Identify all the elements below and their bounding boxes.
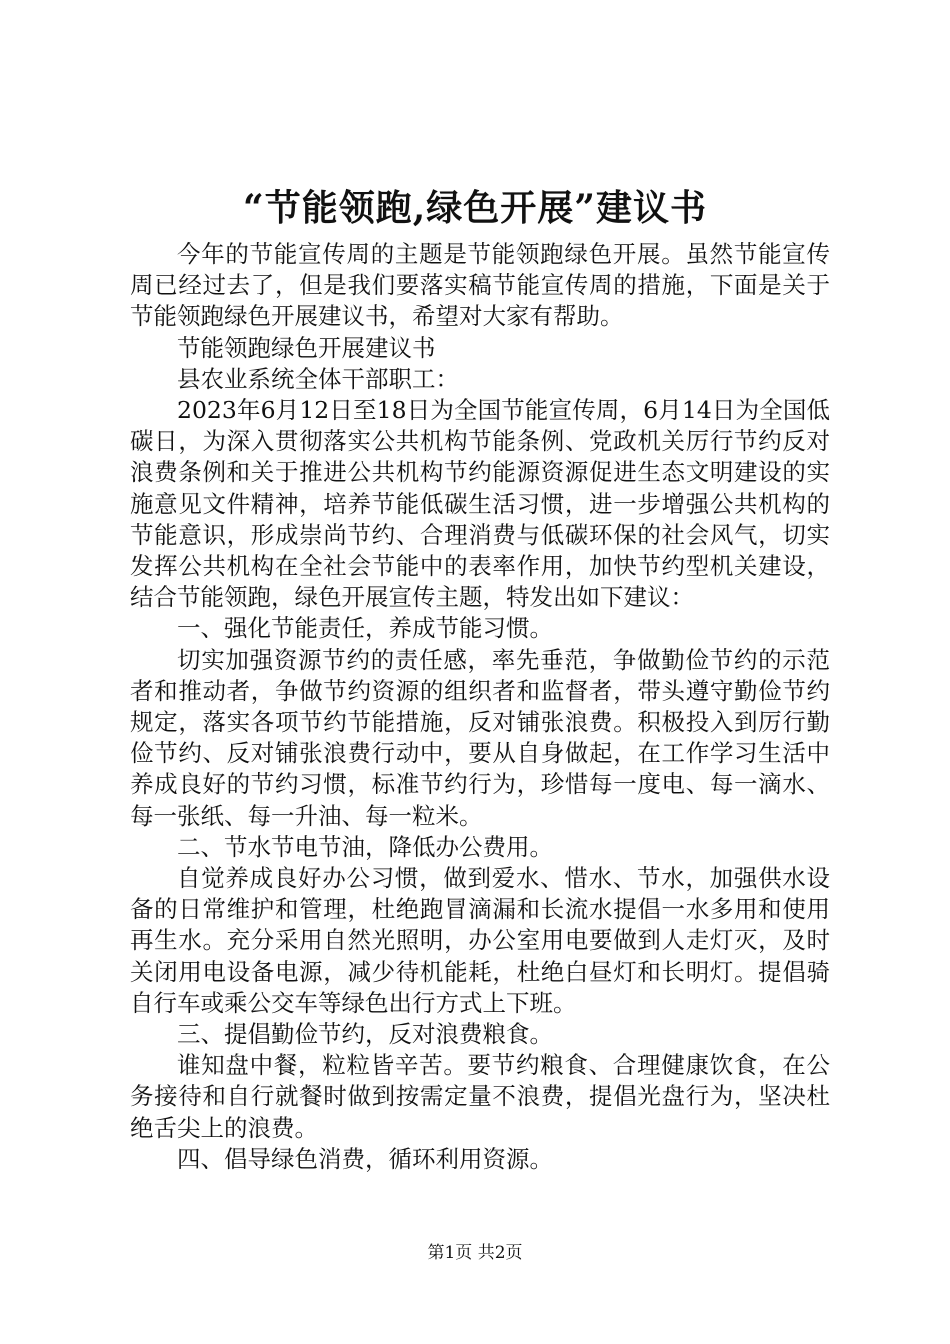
body-paragraph: 2023年6月12日至18日为全国节能宣传周，6月14日为全国低碳日，为深入贯彻落实公共机构节能条例、党政机关厉行节约反对浪费条例和关于推进公共机构节约能源资源促进生态文明建设的实施意见文件精神，培养节能低碳生活习惯，进一步增强公共机构的节能意识，形成崇尚节约、合理消费与低碳环保的社会风气，切实发挥公共机构在全社会节能中的表率作用，加快节约型机关建设，结合节能领跑，绿色开展宣传主题，特发出如下建议：	[130, 396, 830, 612]
document-title: “节能领跑,绿色开展”建议书	[243, 187, 707, 229]
section-body-2: 自觉养成良好办公习惯，做到爱水、惜水、节水，加强供水设备的日常维护和管理，杜绝跑冒滴漏和长流水提倡一水多用和使用再生水。充分采用自然光照明，办公室用电要做到人走灯灭，及时关闭用电设备电源，减少待机能耗，杜绝白昼灯和长明灯。提倡骑自行车或乘公交车等绿色出行方式上下班。	[130, 864, 830, 1017]
section-body-1: 切实加强资源节约的责任感，率先垂范，争做勤俭节约的示范者和推动者，争做节约资源的组织者和监督者，带头遵守勤俭节约规定，落实各项节约节能措施，反对铺张浪费。积极投入到厉行勤俭节约、反对铺张浪费行动中，要从自身做起，在工作学习生活中养成良好的节约习惯，标准节约行为，珍惜每一度电、每一滴水、每一张纸、每一升油、每一粒米。	[130, 645, 830, 830]
intro-paragraph: 今年的节能宣传周的主题是节能领跑绿色开展。虽然节能宣传周已经过去了，但是我们要落实稿节能宣传周的措施，下面是关于节能领跑绿色开展建议书，希望对大家有帮助。	[130, 240, 830, 331]
page-number-footer: 第1页 共2页	[427, 1243, 523, 1263]
salutation: 县农业系统全体干部职工：	[177, 364, 459, 393]
section-heading-3: 三、提倡勤俭节约，反对浪费粮食。	[177, 1020, 553, 1049]
section-heading-1: 一、强化节能责任，养成节能习惯。	[177, 614, 553, 643]
section-heading-2: 二、节水节电节油，降低办公费用。	[177, 832, 553, 861]
proposal-heading: 节能领跑绿色开展建议书	[177, 333, 436, 362]
section-heading-4: 四、倡导绿色消费，循环利用资源。	[177, 1144, 553, 1173]
section-body-3: 谁知盘中餐，粒粒皆辛苦。要节约粮食、合理健康饮食，在公务接待和自行就餐时做到按需定量不浪费，提倡光盘行为，坚决杜绝舌尖上的浪费。	[130, 1051, 830, 1142]
document-body	[130, 239, 830, 1175]
